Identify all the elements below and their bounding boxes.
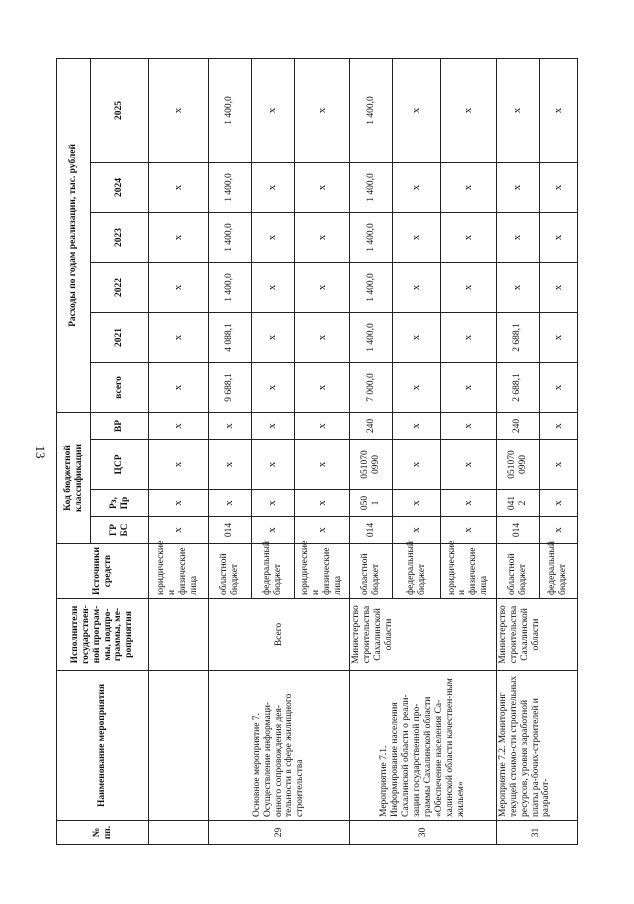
- cell-vr: х: [251, 412, 294, 439]
- cell-name: Основное мероприятие 7. Осуществление информаци-онного сопровождения дея-тельности в сфере жилищного строительства: [208, 671, 350, 821]
- cell-gr: х: [441, 517, 497, 544]
- table-row: [496, 58, 539, 844]
- cell-2024: х: [393, 162, 441, 212]
- cell-2023: 1 400,0: [350, 212, 393, 262]
- cell-2021: 4 088,1: [208, 312, 251, 362]
- cell-2023: 1 400,0: [208, 212, 251, 262]
- header-2022: 2022: [91, 262, 149, 312]
- page-number: 13: [33, 445, 48, 459]
- header-2025: 2025: [91, 58, 149, 162]
- header-kbk-vr: ВР: [91, 412, 149, 439]
- cell-rz: 041 2: [496, 490, 539, 517]
- cell-rz: х: [294, 490, 350, 517]
- cell-2022: 1 400,0: [350, 262, 393, 312]
- cell-num-empty: [149, 821, 209, 845]
- cell-rz: х: [149, 490, 209, 517]
- cell-executor: Министерство строительства Сахалинской области: [496, 599, 577, 671]
- cell-num: 31: [496, 821, 577, 845]
- cell-gr: 014: [350, 517, 393, 544]
- header-total: всего: [91, 362, 149, 412]
- cell-rz: х: [393, 490, 441, 517]
- cell-gr: 014: [208, 517, 251, 544]
- cell-2025: 1 400,0: [208, 58, 251, 162]
- cell-total: 7 000,0: [350, 362, 393, 412]
- cell-total: 9 688,1: [208, 362, 251, 412]
- cell-vr: х: [208, 412, 251, 439]
- header-name: Наименование мероприятия: [57, 671, 149, 821]
- header-expenses: Расходы по годам реализации, тыс. рублей: [57, 58, 91, 412]
- rotated-table-wrapper: [56, 59, 578, 845]
- cell-2022: х: [251, 262, 294, 312]
- cell-num: 29: [208, 821, 350, 845]
- cell-2025: х: [294, 58, 350, 162]
- cell-2025: х: [496, 58, 539, 162]
- cell-name: Мероприятие 7.2. Мониторинг текущей стоимо-сти строительных ресурсов, уровня заработной платы ра-бочих-строителей и разработ-: [496, 671, 577, 821]
- cell-rz: х: [539, 490, 577, 517]
- header-num: № пп.: [57, 821, 149, 845]
- cell-gr: х: [251, 517, 294, 544]
- cell-vr: х: [539, 412, 577, 439]
- cell-2022: 1 400,0: [208, 262, 251, 312]
- cell-2021: х: [149, 312, 209, 362]
- cell-total: х: [294, 362, 350, 412]
- cell-csr: х: [294, 440, 350, 490]
- cell-source: юридические и физические лица: [441, 544, 497, 599]
- cell-executor: Всего: [208, 599, 350, 671]
- cell-gr: 014: [496, 517, 539, 544]
- cell-2025: х: [149, 58, 209, 162]
- cell-2024: 1 400,0: [208, 162, 251, 212]
- cell-source: областной бюджет: [208, 544, 251, 599]
- cell-2022: х: [149, 262, 209, 312]
- cell-csr: х: [208, 440, 251, 490]
- cell-2021: 2 688,1: [496, 312, 539, 362]
- cell-2022: х: [393, 262, 441, 312]
- cell-source: федеральный бюджет: [251, 544, 294, 599]
- header-2024: 2024: [91, 162, 149, 212]
- cell-2023: х: [441, 212, 497, 262]
- cell-2025: х: [539, 58, 577, 162]
- cell-2025: х: [393, 58, 441, 162]
- cell-2024: х: [251, 162, 294, 212]
- cell-name-empty: [149, 671, 209, 821]
- cell-2022: х: [496, 262, 539, 312]
- cell-csr: х: [441, 440, 497, 490]
- cell-csr: х: [393, 440, 441, 490]
- cell-2024: х: [539, 162, 577, 212]
- cell-2024: х: [441, 162, 497, 212]
- cell-source: юридические и физические лица: [149, 544, 209, 599]
- cell-2022: х: [441, 262, 497, 312]
- cell-2024: х: [294, 162, 350, 212]
- cell-source: юридические и физические лица: [294, 544, 350, 599]
- header-2023: 2023: [91, 212, 149, 262]
- cell-gr: х: [294, 517, 350, 544]
- cell-csr: 051070 0990: [350, 440, 393, 490]
- cell-2024: 1 400,0: [350, 162, 393, 212]
- cell-vr: х: [441, 412, 497, 439]
- header-kbk: Код бюджетной классификации: [57, 412, 91, 543]
- cell-2023: х: [149, 212, 209, 262]
- cell-2021: х: [393, 312, 441, 362]
- table-row: [208, 58, 251, 844]
- cell-2024: х: [496, 162, 539, 212]
- cell-name: Мероприятие 7.1. Информирование населения Сахалинской области о реали-зации государственной про-граммы Сахалинской области «Обеспечение населения Са-халинской области качествен-ным жильем»: [350, 671, 496, 821]
- cell-total: х: [251, 362, 294, 412]
- cell-2023: х: [496, 212, 539, 262]
- cell-rz: 050 1: [350, 490, 393, 517]
- cell-vr: 240: [350, 412, 393, 439]
- cell-total: х: [149, 362, 209, 412]
- cell-2023: х: [393, 212, 441, 262]
- header-kbk-rz: Рз, Пр: [91, 490, 149, 517]
- cell-source: областной бюджет: [496, 544, 539, 599]
- cell-rz: х: [441, 490, 497, 517]
- table-row: [149, 58, 209, 844]
- cell-source: федеральный бюджет: [539, 544, 577, 599]
- cell-2025: х: [251, 58, 294, 162]
- cell-executor-empty: [149, 599, 209, 671]
- cell-2023: х: [539, 212, 577, 262]
- cell-2021: х: [251, 312, 294, 362]
- cell-2025: х: [441, 58, 497, 162]
- header-2021: 2021: [91, 312, 149, 362]
- cell-csr: х: [539, 440, 577, 490]
- cell-2025: 1 400,0: [350, 58, 393, 162]
- cell-csr: х: [149, 440, 209, 490]
- cell-vr: х: [393, 412, 441, 439]
- cell-vr: х: [149, 412, 209, 439]
- cell-vr: 240: [496, 412, 539, 439]
- cell-total: х: [393, 362, 441, 412]
- cell-2023: х: [294, 212, 350, 262]
- cell-2021: 1 400,0: [350, 312, 393, 362]
- cell-gr: х: [393, 517, 441, 544]
- budget-table: [56, 58, 578, 845]
- header-source: Источники средств: [57, 544, 149, 599]
- cell-2021: х: [441, 312, 497, 362]
- cell-num: 30: [350, 821, 496, 845]
- cell-2021: х: [294, 312, 350, 362]
- cell-source: областной бюджет: [350, 544, 393, 599]
- header-kbk-csr: ЦСР: [91, 440, 149, 490]
- cell-gr: х: [539, 517, 577, 544]
- cell-csr: х: [251, 440, 294, 490]
- cell-rz: х: [251, 490, 294, 517]
- cell-source: федеральный бюджет: [393, 544, 441, 599]
- cell-csr: 051070 0990: [496, 440, 539, 490]
- table-row: [350, 58, 393, 844]
- cell-total: х: [441, 362, 497, 412]
- header-kbk-gr: ГР БС: [91, 517, 149, 544]
- cell-total: 2 688,1: [496, 362, 539, 412]
- cell-total: х: [539, 362, 577, 412]
- cell-gr: х: [149, 517, 209, 544]
- cell-rz: х: [208, 490, 251, 517]
- cell-executor: Министерство строительства Сахалинской области: [350, 599, 496, 671]
- header-executor: Исполнители государствен-ной програм-мы, подпро-граммы, ме-роприятия: [57, 599, 149, 671]
- cell-2023: х: [251, 212, 294, 262]
- cell-2021: х: [539, 312, 577, 362]
- cell-vr: х: [294, 412, 350, 439]
- cell-2024: х: [149, 162, 209, 212]
- cell-2022: х: [294, 262, 350, 312]
- cell-2022: х: [539, 262, 577, 312]
